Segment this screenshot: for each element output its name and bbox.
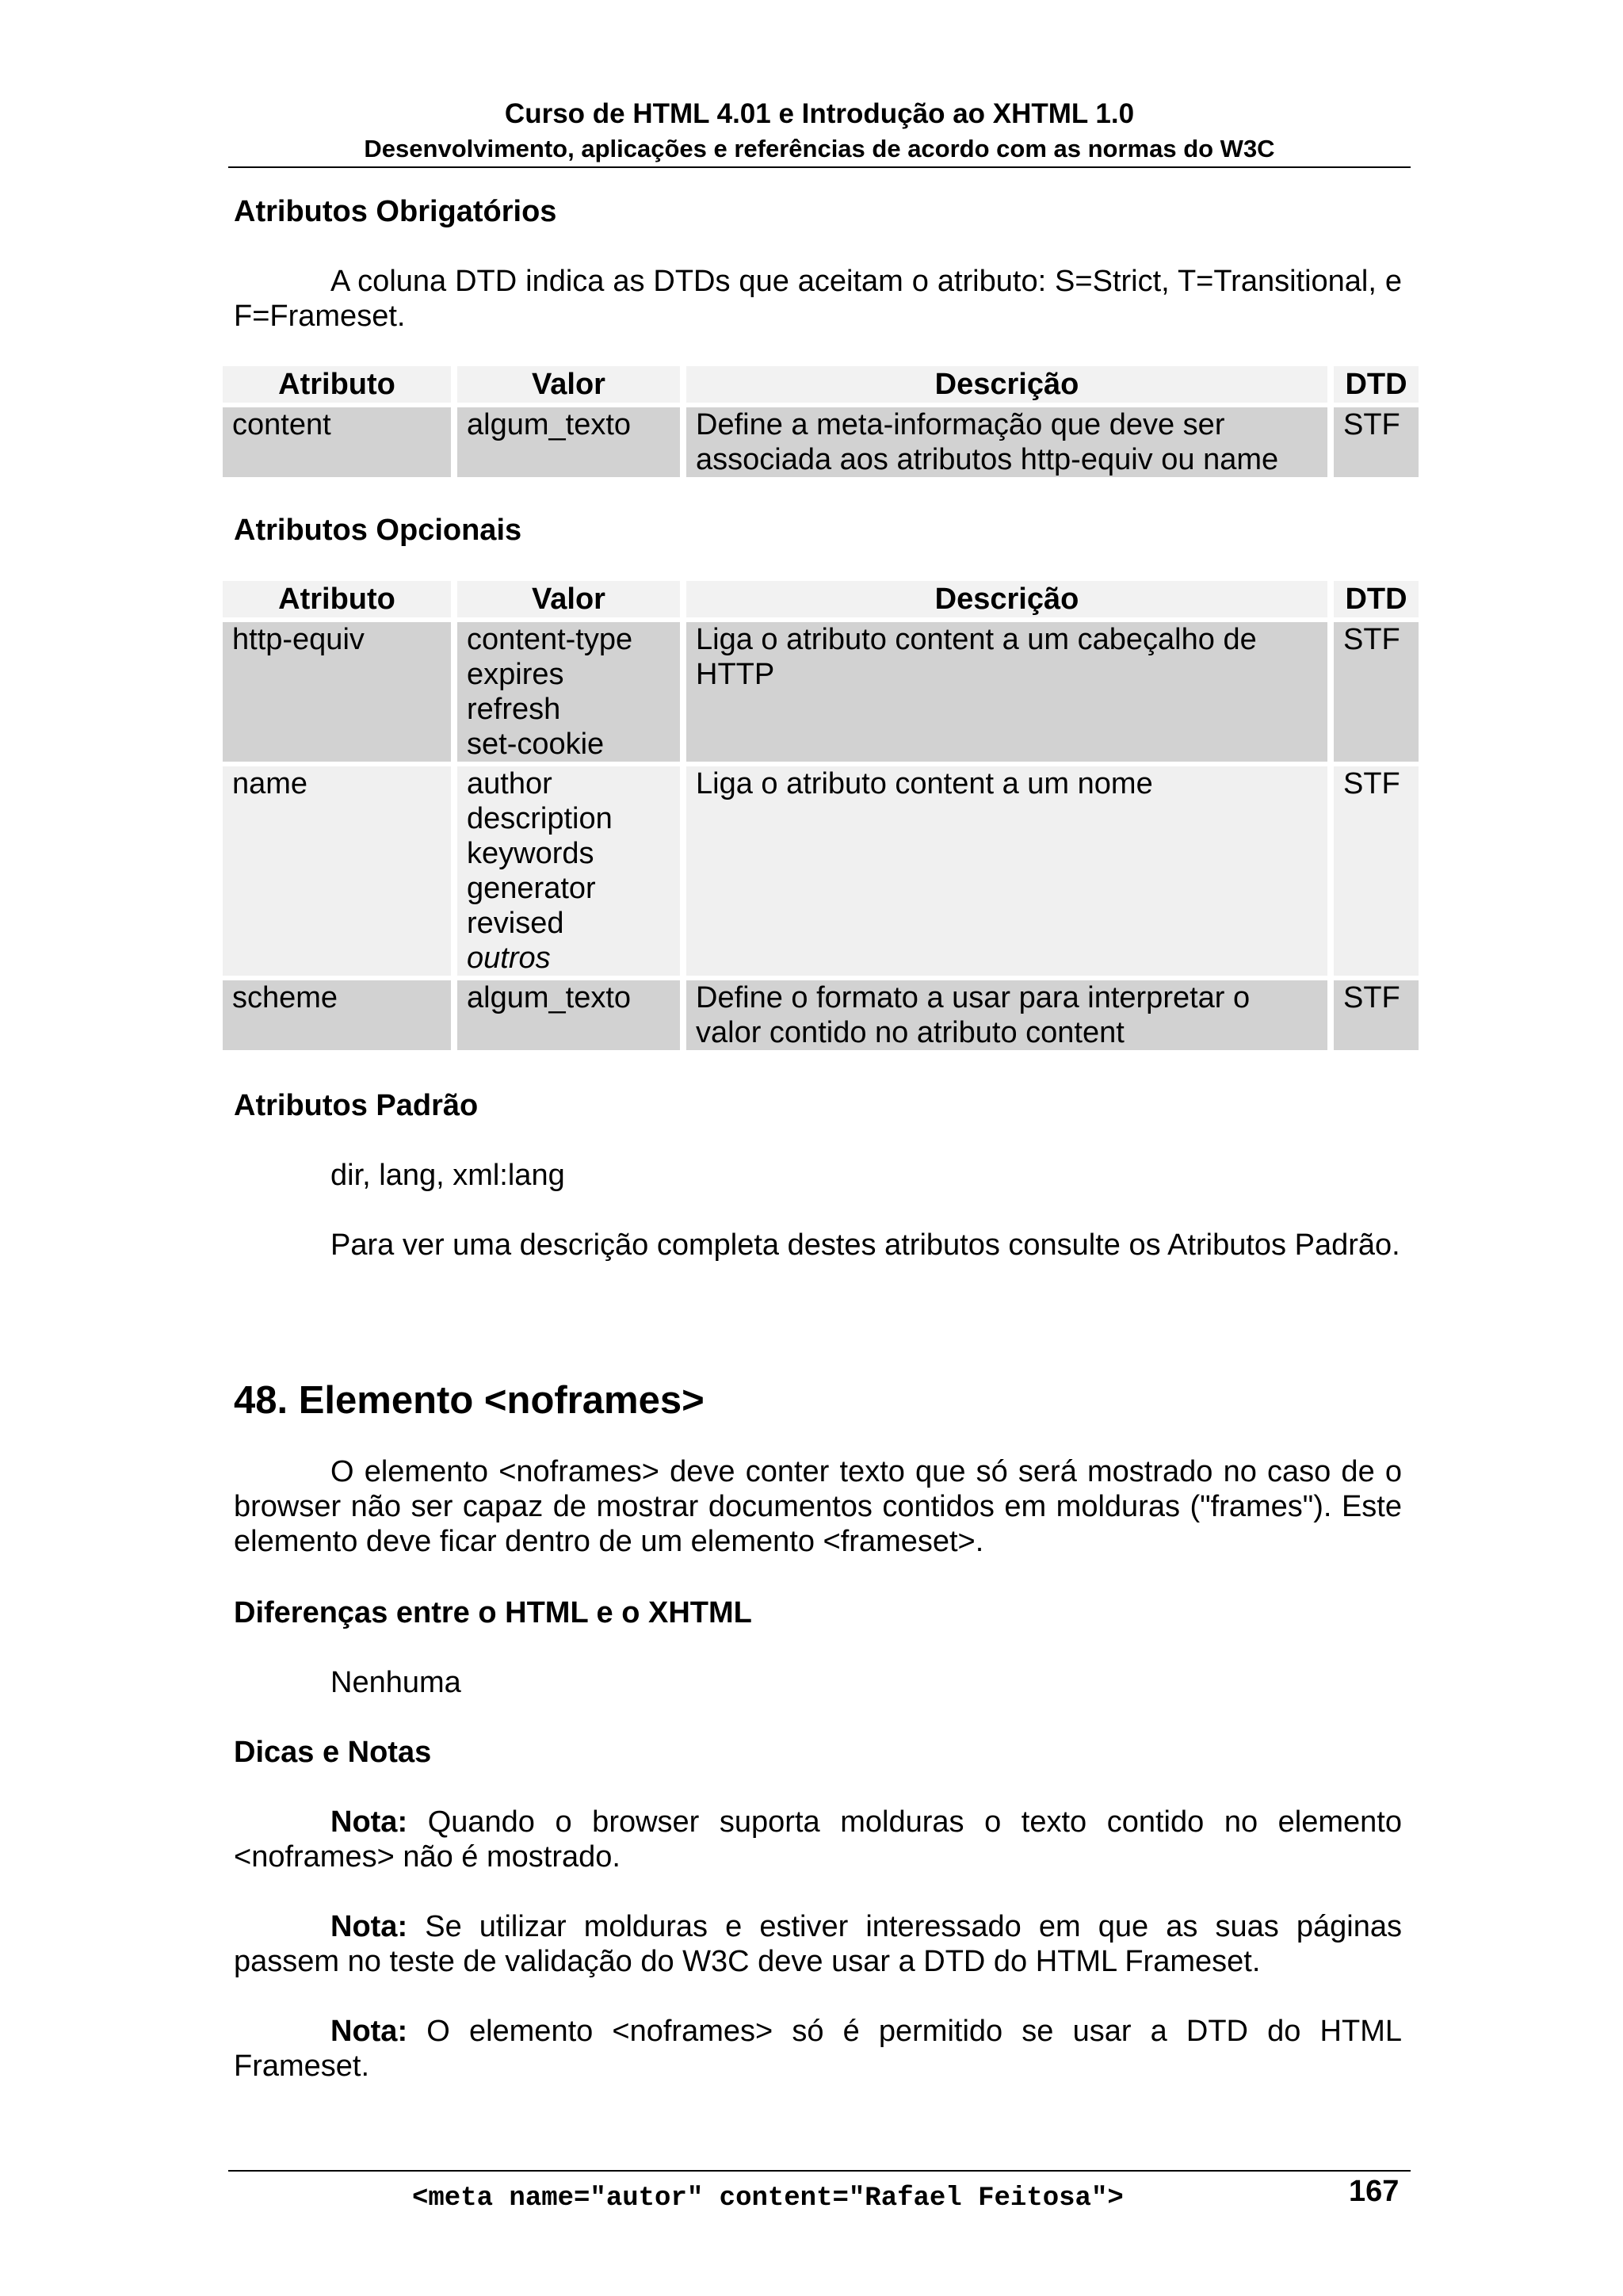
value-cell [457,407,680,477]
element-description: O elemento <noframes> deve conter texto que só será mostrado no caso de o browser não ser capaz de mostrar documentos contidos em molduras ("frames"). Este elemento deve ficar dentro de um elemento <frameset>. [234,1455,1402,1558]
value-item: algum_texto [467,408,632,441]
required-attributes-heading: Atributos Obrigatórios [234,195,557,228]
value-item-other: outros [467,942,551,975]
attribute-cell: scheme [223,980,451,1050]
attribute-cell: http-equiv [223,622,451,762]
attribute-cell: content [223,407,451,477]
table-row [223,766,1419,976]
table-header-row [223,581,1419,617]
value-item: description [467,802,613,835]
value-item: author [467,767,552,800]
required-attributes-table [216,361,1425,482]
value-item: generator [467,872,596,905]
value-cell [457,622,680,762]
note-text: O elemento <noframes> só é permitido se usar a DTD do HTML Frameset. [234,2015,1402,2083]
column-header-attribute: Atributo [223,581,451,617]
document-subtitle: Desenvolvimento, aplicações e referências de acordo com as normas do W3C [364,135,1275,162]
table-row [223,407,1419,477]
column-header-description: Descrição [686,366,1327,403]
column-header-attribute: Atributo [223,366,451,403]
note-text: Quando o browser suporta molduras o texto contido no elemento <noframes> não é mostrado. [234,1805,1402,1874]
dtd-cell: STF [1334,622,1419,762]
footer-rule [228,2170,1411,2172]
value-cell [457,980,680,1050]
note-paragraph [234,1805,1402,1874]
dtd-column-note: A coluna DTD indica as DTDs que aceitam o atributo: S=Strict, T=Transitional, e F=Frameset. [234,265,1402,333]
tips-heading: Dicas e Notas [234,1736,432,1769]
document-title: Curso de HTML 4.01 e Introdução ao XHTML 1.0 [504,98,1135,129]
default-attributes-note: Para ver uma descrição completa destes atributos consulte os Atributos Padrão. [330,1228,1400,1262]
note-paragraph [234,1909,1402,1979]
dtd-cell: STF [1334,980,1419,1050]
value-item: refresh [467,693,561,726]
value-item: revised [467,907,564,940]
column-header-value: Valor [457,366,680,403]
differences-text: Nenhuma [330,1666,461,1699]
header-rule [228,166,1411,168]
note-label: Nota: [330,1805,408,1839]
column-header-value: Valor [457,581,680,617]
page-header [228,95,1411,165]
value-item: content-type [467,623,633,656]
column-header-dtd: DTD [1334,366,1419,403]
description-cell: Define a meta-informação que deve ser associada aos atributos http-equiv ou name [686,407,1327,477]
page-number: 167 [1349,2175,1400,2208]
value-item: keywords [467,837,594,870]
description-cell: Liga o atributo content a um cabeçalho de HTTP [686,622,1327,762]
note-label: Nota: [330,2015,408,2048]
attribute-cell: name [223,766,451,976]
note-text: Se utilizar molduras e estiver interessado em que as suas páginas passem no teste de validação do W3C deve usar a DTD do HTML Frameset. [234,1910,1402,1978]
description-cell: Define o formato a usar para interpretar o valor contido no atributo content [686,980,1327,1050]
table-row [223,980,1419,1050]
value-item: set-cookie [467,728,605,761]
default-attributes-heading: Atributos Padrão [234,1089,479,1122]
optional-attributes-heading: Atributos Opcionais [234,514,522,547]
table-header-row [223,366,1419,403]
description-cell: Liga o atributo content a um nome [686,766,1327,976]
footer-code: <meta name="autor" content="Rafael Feitosa"> [412,2183,1124,2214]
section-title: 48. Elemento <noframes> [234,1379,705,1422]
table-row [223,622,1419,762]
dtd-cell: STF [1334,766,1419,976]
value-item: expires [467,658,564,691]
default-attributes-list: dir, lang, xml:lang [330,1159,565,1192]
column-header-dtd: DTD [1334,581,1419,617]
note-paragraph [234,2014,1402,2084]
column-header-description: Descrição [686,581,1327,617]
note-label: Nota: [330,1910,408,1943]
optional-attributes-table [216,576,1425,1055]
dtd-cell: STF [1334,407,1419,477]
differences-heading: Diferenças entre o HTML e o XHTML [234,1596,752,1629]
value-item: algum_texto [467,981,632,1014]
value-cell [457,766,680,976]
